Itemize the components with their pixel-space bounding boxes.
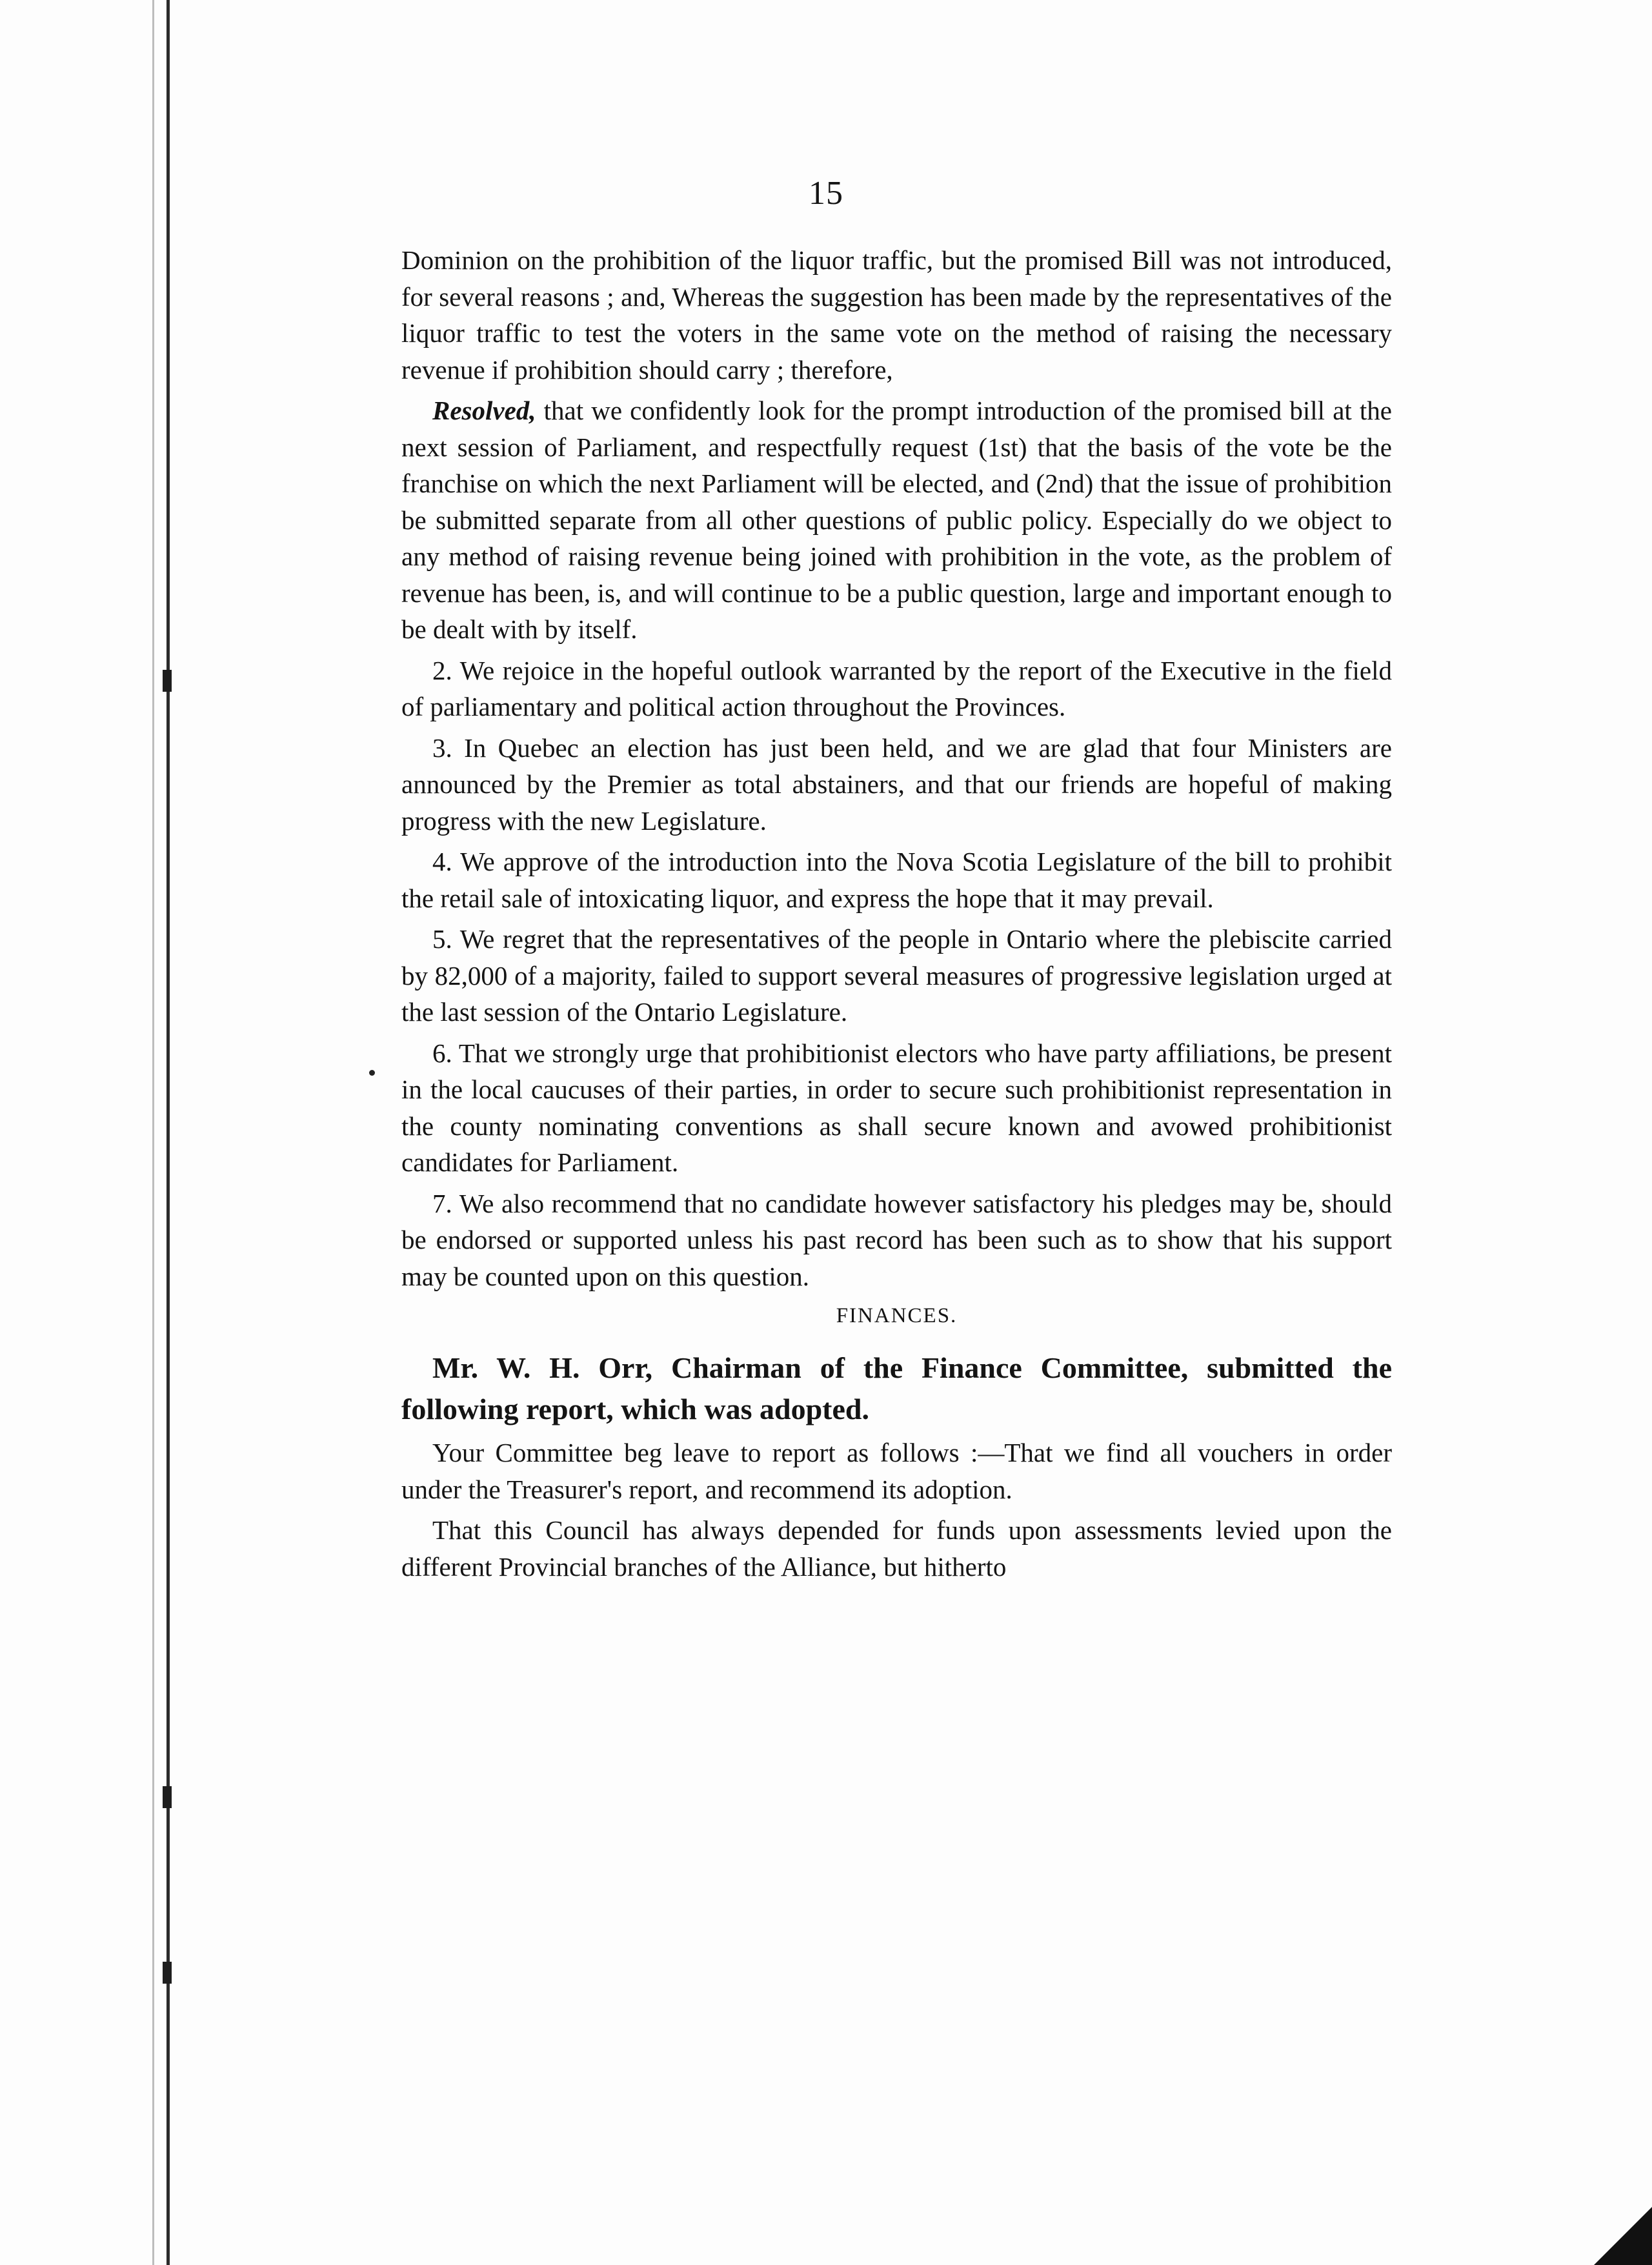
resolution-item-3: 3. In Quebec an election has just been held, and we are glad that four Ministers are announced by the Premier as total abstainers, and that our friends are hopeful of making progress with the new Legislature.: [401, 732, 1392, 836]
finance-report-lead: Mr. W. H. Orr, Chairman of the Finance Committee, submitted the following report, which was adopted.: [401, 1351, 1392, 1425]
margin-dot: [369, 1070, 375, 1076]
binding-mark: [163, 1786, 172, 1808]
finance-report-paragraph: Your Committee beg leave to report as follows :—That we find all vouchers in order under the Treasurer's report, and recommend its adoption.: [401, 1438, 1392, 1504]
resolution-item-2: 2. We rejoice in the hopeful outlook warranted by the report of the Executive in the field of parliamentary and political action throughout the Provinces.: [401, 655, 1392, 721]
resolution-item-6: 6. That we strongly urge that prohibitionist electors who have party affiliations, be present in the local caucuses of their parties, in order to secure such prohibitionist representation in the county nominating conventions as shall secure known and avowed prohibitionist candidates for Parliament.: [401, 1038, 1392, 1177]
resolved-label: Resolved,: [432, 396, 536, 425]
body-text: [401, 242, 1392, 1589]
finance-report-paragraph: That this Council has always depended for funds upon assessments levied upon the different Provincial branches of the Alliance, but hitherto: [401, 1515, 1392, 1582]
binding-shadow: [152, 0, 154, 2265]
binding-mark: [163, 1962, 172, 1984]
resolution-item-4: 4. We approve of the introduction into the Nova Scotia Legislature of the bill to prohibit the retail sale of intoxicating liquor, and express the hope that it may prevail.: [401, 847, 1392, 913]
resolution-item-7: 7. We also recommend that no candidate however satisfactory his pledges may be, should be endorsed or supported unless his past record has been such as to show that his support may be counted upon on this question.: [401, 1188, 1392, 1291]
page-number: 15: [809, 175, 843, 212]
binding-edge: [166, 0, 170, 2265]
resolution-item-5: 5. We regret that the representatives of the people in Ontario where the plebiscite carried by 82,000 of a majority, failed to support several measures of progressive legislation urged at the last session of the Ontario Legislature.: [401, 924, 1392, 1027]
paragraph-resolved: [401, 392, 1392, 648]
paragraph-whereas: Dominion on the prohibition of the liquor traffic, but the promised Bill was not introduced, for several reasons ; and, Whereas the suggestion has been made by the representatives of the liquor traffic to test the voters in the same vote on the method of raising the necessary revenue if prohibition should carry ; therefore,: [401, 245, 1392, 385]
binding-mark: [163, 670, 172, 692]
section-heading-finances: FINANCES.: [836, 1304, 958, 1327]
resolved-text: that we confidently look for the prompt introduction of the promised bill at the next session of Parliament, and respectfully request (1st) that the basis of the vote be the franchise on which the next Parliament will be elected, and (2nd) that the issue of prohibition be submitted separate from all other questions of public policy. Especially do we object to any method of raising revenue being joined with prohibition in the vote, as the problem of revenue has been, is, and will continue to be a public question, large and important enough to be dealt with by itself.: [401, 396, 1392, 644]
corner-mark: [1594, 2207, 1652, 2265]
